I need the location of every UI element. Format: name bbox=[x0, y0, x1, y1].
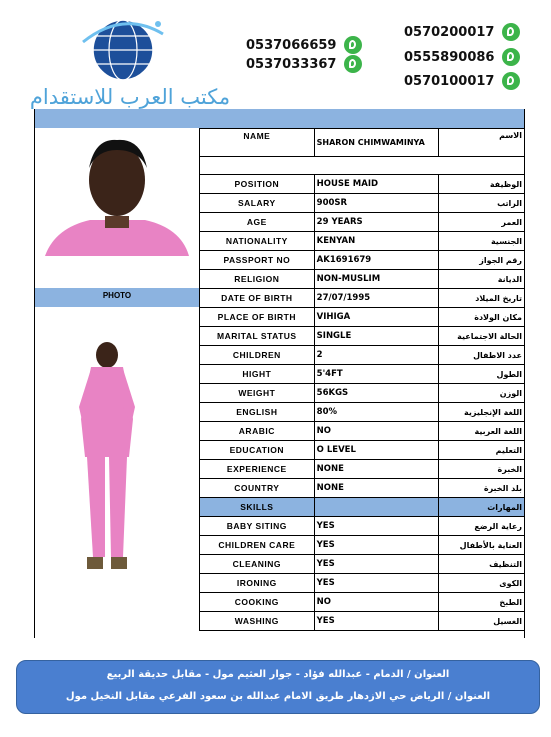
row-label: MARITAL STATUS bbox=[200, 327, 315, 346]
whatsapp-icon bbox=[502, 72, 520, 90]
phone-number: 0555890086 bbox=[404, 49, 495, 65]
skill-label-ar: العناية بالأطفال bbox=[439, 536, 525, 555]
row-value: NON-MUSLIM bbox=[314, 270, 439, 289]
row-value: 56KGS bbox=[314, 384, 439, 403]
skill-value: YES bbox=[314, 555, 439, 574]
row-label-ar: الطول bbox=[439, 365, 525, 384]
row-value: 29 YEARS bbox=[314, 213, 439, 232]
row-value: 2 bbox=[314, 346, 439, 365]
row-label: AGE bbox=[200, 213, 315, 232]
row-label-ar: الجنسية bbox=[439, 232, 525, 251]
photo-label: PHOTO bbox=[35, 288, 199, 307]
table-row bbox=[200, 365, 525, 384]
row-value: O LEVEL bbox=[314, 441, 439, 460]
row-label: POSITION bbox=[200, 175, 315, 194]
table-row bbox=[200, 346, 525, 365]
row-value: NONE bbox=[314, 479, 439, 498]
skill-label-ar: الكوى bbox=[439, 574, 525, 593]
row-label-ar: رقم الجواز bbox=[439, 251, 525, 270]
row-label-ar: العمر bbox=[439, 213, 525, 232]
table-row bbox=[200, 612, 525, 631]
table-row bbox=[200, 536, 525, 555]
row-value: AK1691679 bbox=[314, 251, 439, 270]
table-row bbox=[200, 327, 525, 346]
row-value: 80% bbox=[314, 403, 439, 422]
row-label: RELIGION bbox=[200, 270, 315, 289]
table-row bbox=[200, 175, 525, 194]
table-row bbox=[200, 479, 525, 498]
table-row bbox=[200, 441, 525, 460]
row-label-ar: تاريخ الميلاد bbox=[439, 289, 525, 308]
phone-number: 0570100017 bbox=[404, 73, 495, 89]
table-row bbox=[200, 384, 525, 403]
row-value: KENYAN bbox=[314, 232, 439, 251]
table-row bbox=[200, 593, 525, 612]
table-row bbox=[200, 251, 525, 270]
skill-value: YES bbox=[314, 536, 439, 555]
row-label: PLACE OF BIRTH bbox=[200, 308, 315, 327]
profile-table bbox=[199, 128, 525, 631]
row-label-ar: الوزن bbox=[439, 384, 525, 403]
phone-left-1[interactable] bbox=[246, 36, 362, 54]
row-label: NAME bbox=[200, 129, 315, 157]
address-footer bbox=[16, 660, 540, 714]
skill-label-ar: رعاية الرضع bbox=[439, 517, 525, 536]
row-value: SINGLE bbox=[314, 327, 439, 346]
row-label: WEIGHT bbox=[200, 384, 315, 403]
skill-label-ar: التنظيف bbox=[439, 555, 525, 574]
row-label-ar: الاسم bbox=[439, 129, 525, 157]
row-label: ENGLISH bbox=[200, 403, 315, 422]
skill-label: BABY SITING bbox=[200, 517, 315, 536]
whatsapp-icon bbox=[502, 23, 520, 41]
row-label-ar: مكان الولادة bbox=[439, 308, 525, 327]
table-row bbox=[200, 213, 525, 232]
row-label: SALARY bbox=[200, 194, 315, 213]
row-label-ar: الديانة bbox=[439, 270, 525, 289]
globe-logo bbox=[78, 12, 168, 84]
row-value: SHARON CHIMWAMINYA bbox=[314, 129, 439, 157]
row-label-ar: عدد الاطفال bbox=[439, 346, 525, 365]
row-label: NATIONALITY bbox=[200, 232, 315, 251]
whatsapp-icon bbox=[502, 48, 520, 66]
skill-label: COOKING bbox=[200, 593, 315, 612]
row-value: NONE bbox=[314, 460, 439, 479]
skill-value: YES bbox=[314, 612, 439, 631]
portrait-photo bbox=[35, 128, 199, 288]
phone-number: 0570200017 bbox=[404, 24, 495, 40]
address-line-2: العنوان / الرياض حي الازدهار طريق الامام عبدالله بن سعود الفرعي مقابل النخيل مول bbox=[65, 691, 491, 702]
table-row bbox=[200, 574, 525, 593]
row-label: COUNTRY bbox=[200, 479, 315, 498]
table-row bbox=[200, 129, 525, 157]
table-row bbox=[200, 308, 525, 327]
row-label-ar: اللغة العربية bbox=[439, 422, 525, 441]
row-value: 900SR bbox=[314, 194, 439, 213]
row-label-ar: اللغة الإنجليزية bbox=[439, 403, 525, 422]
skill-value: YES bbox=[314, 574, 439, 593]
phone-left-2[interactable] bbox=[246, 55, 362, 73]
table-row bbox=[200, 403, 525, 422]
row-label-ar: بلد الخبرة bbox=[439, 479, 525, 498]
table-row bbox=[200, 289, 525, 308]
phone-right-3[interactable] bbox=[404, 72, 520, 90]
table-row bbox=[200, 422, 525, 441]
skill-value: NO bbox=[314, 593, 439, 612]
skill-value: YES bbox=[314, 517, 439, 536]
skill-label: CLEANING bbox=[200, 555, 315, 574]
whatsapp-icon bbox=[344, 55, 362, 73]
table-row bbox=[200, 460, 525, 479]
row-label: EDUCATION bbox=[200, 441, 315, 460]
row-label: DATE OF BIRTH bbox=[200, 289, 315, 308]
row-label: PASSPORT NO bbox=[200, 251, 315, 270]
skills-label-ar: المهارات bbox=[439, 498, 525, 517]
row-value: HOUSE MAID bbox=[314, 175, 439, 194]
row-label-ar: التعليم bbox=[439, 441, 525, 460]
row-value: 5'4FT bbox=[314, 365, 439, 384]
table-row bbox=[200, 194, 525, 213]
table-row bbox=[200, 517, 525, 536]
row-label-ar: الخبرة bbox=[439, 460, 525, 479]
row-value: 27/07/1995 bbox=[314, 289, 439, 308]
skill-label: WASHING bbox=[200, 612, 315, 631]
row-label-ar: الحالة الاجتماعية bbox=[439, 327, 525, 346]
skill-label-ar: الطبخ bbox=[439, 593, 525, 612]
skill-label: CHILDREN CARE bbox=[200, 536, 315, 555]
office-name: مكتب العرب للاستقدام bbox=[29, 85, 231, 109]
table-row bbox=[200, 157, 525, 175]
row-label: ARABIC bbox=[200, 422, 315, 441]
skills-label: SKILLS bbox=[200, 498, 315, 517]
row-label-ar: الراتب bbox=[439, 194, 525, 213]
row-label: HIGHT bbox=[200, 365, 315, 384]
skill-label: IRONING bbox=[200, 574, 315, 593]
row-label-ar: الوظيفة bbox=[439, 175, 525, 194]
skill-label-ar: الغسيل bbox=[439, 612, 525, 631]
phone-right-1[interactable] bbox=[404, 23, 520, 41]
row-value: NO bbox=[314, 422, 439, 441]
table-row bbox=[200, 270, 525, 289]
phone-number: 0537066659 bbox=[246, 37, 337, 53]
phone-number: 0537033367 bbox=[246, 56, 337, 72]
phone-right-2[interactable] bbox=[404, 48, 520, 66]
form-header-bar bbox=[34, 109, 525, 128]
row-label: EXPERIENCE bbox=[200, 460, 315, 479]
skills-header-row bbox=[200, 498, 525, 517]
address-line-1: العنوان / الدمام - عبدالله فؤاد - جوار العثيم مول - مقابل حديقة الربيع bbox=[106, 669, 450, 680]
whatsapp-icon bbox=[344, 36, 362, 54]
full-body-photo bbox=[35, 307, 199, 637]
row-label: CHILDREN bbox=[200, 346, 315, 365]
row-value: VIHIGA bbox=[314, 308, 439, 327]
table-row bbox=[200, 232, 525, 251]
table-row bbox=[200, 555, 525, 574]
